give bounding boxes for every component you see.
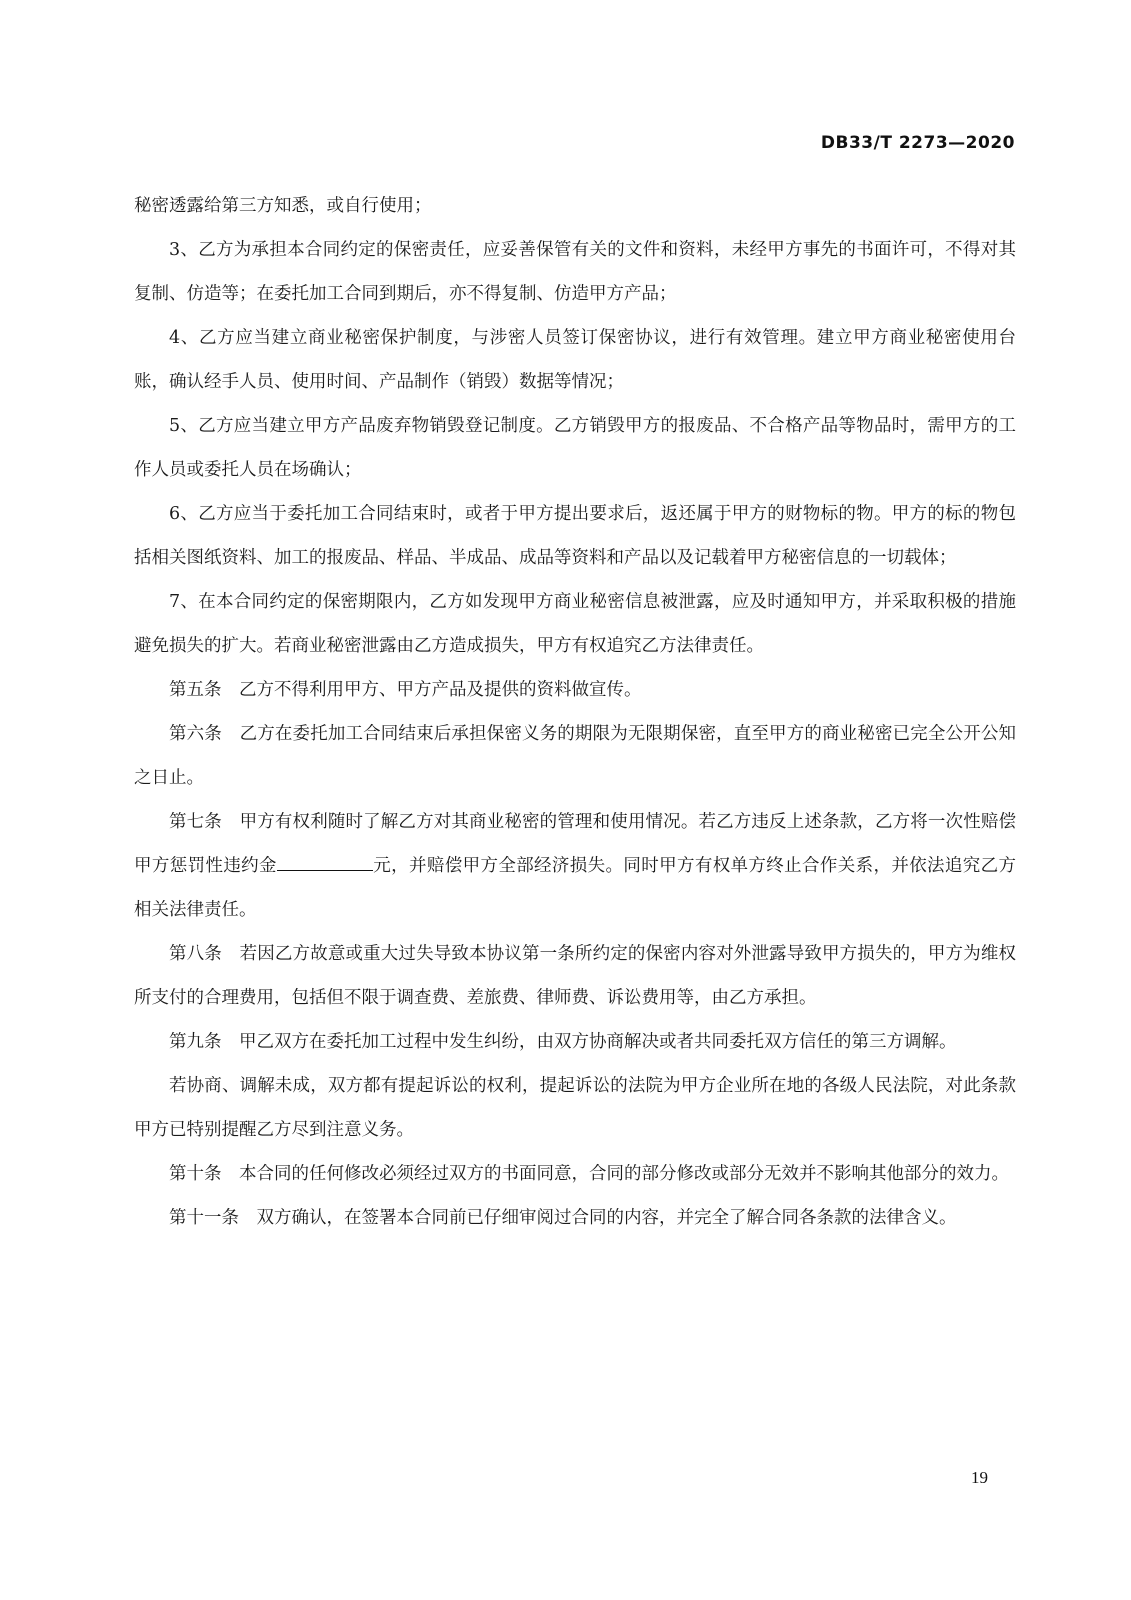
- article-7: [134, 800, 1016, 932]
- article-9: 第九条 甲乙双方在委托加工过程中发生纠纷，由双方协商解决或者共同委托双方信任的第三方调解。: [169, 1032, 957, 1052]
- paragraph: 3、乙方为承担本合同约定的保密责任，应妥善保管有关的文件和资料，未经甲方事先的书面许可，不得对其复制、仿造等；在委托加工合同到期后，亦不得复制、仿造甲方产品；: [134, 240, 1016, 304]
- article-8: 第八条 若因乙方故意或重大过失导致本协议第一条所约定的保密内容对外泄露导致甲方损失的，甲方为维权所支付的合理费用，包括但不限于调查费、差旅费、律师费、诉讼费用等，由乙方承担。: [134, 944, 1016, 1008]
- article-10: 第十条 本合同的任何修改必须经过双方的书面同意，合同的部分修改或部分无效并不影响其他部分的效力。: [169, 1164, 1009, 1184]
- article-7-text-after: 元，并赔偿甲方全部经济损失。同时甲方有权单方终止合作关系，并依法追究乙方相关法律责任。: [134, 856, 1017, 920]
- page-number: 19: [971, 1468, 988, 1487]
- article-7-text-before: 第七条 甲方有权利随时了解乙方对其商业秘密的管理和使用情况。若乙方违反上述条款，乙方将一次性赔偿甲方惩罚性违约金: [134, 812, 1016, 876]
- article-5: 第五条 乙方不得利用甲方、甲方产品及提供的资料做宣传。: [169, 680, 642, 700]
- article-11: 第十一条 双方确认，在签署本合同前已仔细审阅过合同的内容，并完全了解合同各条款的法律含义。: [169, 1208, 957, 1228]
- paragraph: 7、在本合同约定的保密期限内，乙方如发现甲方商业秘密信息被泄露，应及时通知甲方，并采取积极的措施避免损失的扩大。若商业秘密泄露由乙方造成损失，甲方有权追究乙方法律责任。: [134, 592, 1016, 656]
- paragraph: 4、乙方应当建立商业秘密保护制度，与涉密人员签订保密协议，进行有效管理。建立甲方商业秘密使用台账，确认经手人员、使用时间、产品制作（销毁）数据等情况；: [134, 328, 1016, 392]
- paragraph: 若协商、调解未成，双方都有提起诉讼的权利，提起诉讼的法院为甲方企业所在地的各级人民法院，对此条款甲方已特别提醒乙方尽到注意义务。: [134, 1076, 1016, 1140]
- document-code: DB33/T 2273—2020: [820, 133, 1015, 153]
- article-6: 第六条 乙方在委托加工合同结束后承担保密义务的期限为无限期保密，直至甲方的商业秘密已完全公开公知之日止。: [134, 724, 1016, 788]
- paragraph: 6、乙方应当于委托加工合同结束时，或者于甲方提出要求后，返还属于甲方的财物标的物。甲方的标的物包括相关图纸资料、加工的报废品、样品、半成品、成品等资料和产品以及记载着甲方秘密信息的一切载体；: [134, 504, 1016, 568]
- paragraph: 秘密透露给第三方知悉，或自行使用；: [134, 196, 432, 216]
- paragraph: 5、乙方应当建立甲方产品废弃物销毁登记制度。乙方销毁甲方的报废品、不合格产品等物品时，需甲方的工作人员或委托人员在场确认；: [134, 416, 1016, 480]
- penalty-amount-blank[interactable]: [277, 852, 373, 871]
- document-body: [134, 184, 1016, 1240]
